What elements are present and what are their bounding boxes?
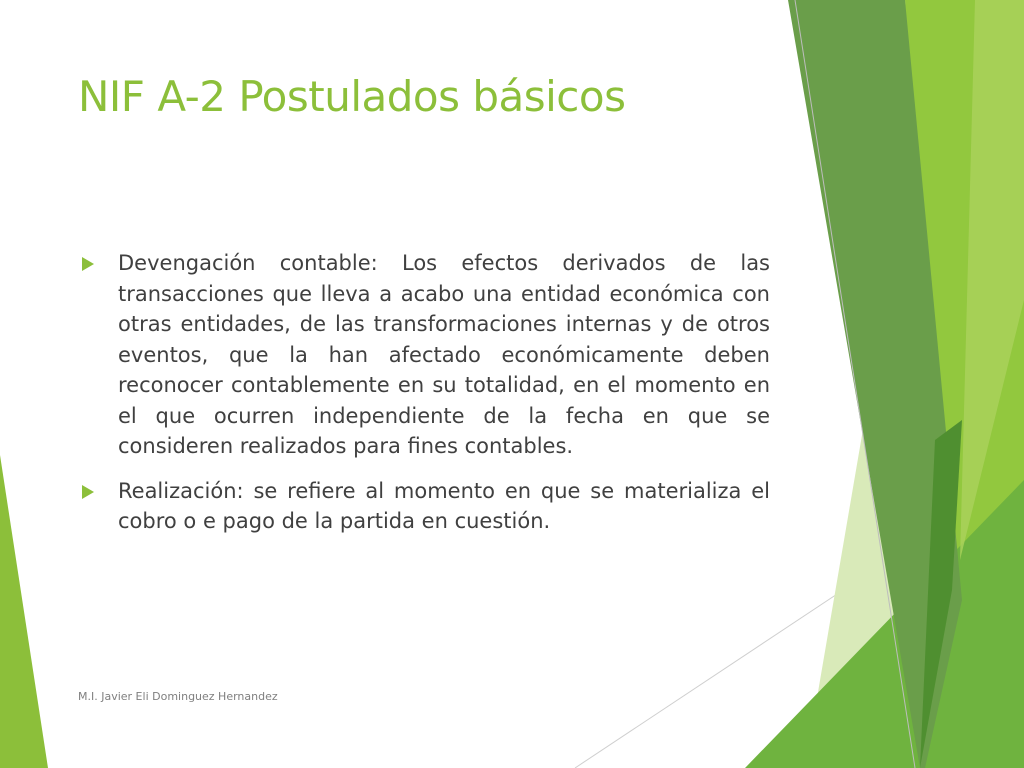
footer-author: M.I. Javier Eli Dominguez Hernandez	[78, 690, 278, 703]
triangle-right-icon	[82, 485, 94, 499]
bullet-item-realizacion	[78, 476, 770, 537]
bullet-text: Devengación contable: Los efectos derivados de las transacciones que lleva a acabo una entidad económica con otras entidades, de las transformaciones internas y de otros eventos, que la han afectado económicamente deben reconocer contablemente en su totalidad, en el momento en el que ocurren independiente de la fecha en que se consideren realizados para fines contables.	[118, 251, 770, 458]
slide-title: NIF A-2 Postulados básicos	[78, 72, 626, 121]
bullet-list	[78, 248, 770, 551]
bullet-item-devengacion	[78, 248, 770, 462]
bullet-text: Realización: se refiere al momento en que se materializa el cobro o e pago de la partida en cuestión.	[118, 478, 770, 533]
left-green-shape	[0, 455, 48, 768]
triangle-right-icon	[82, 257, 94, 271]
